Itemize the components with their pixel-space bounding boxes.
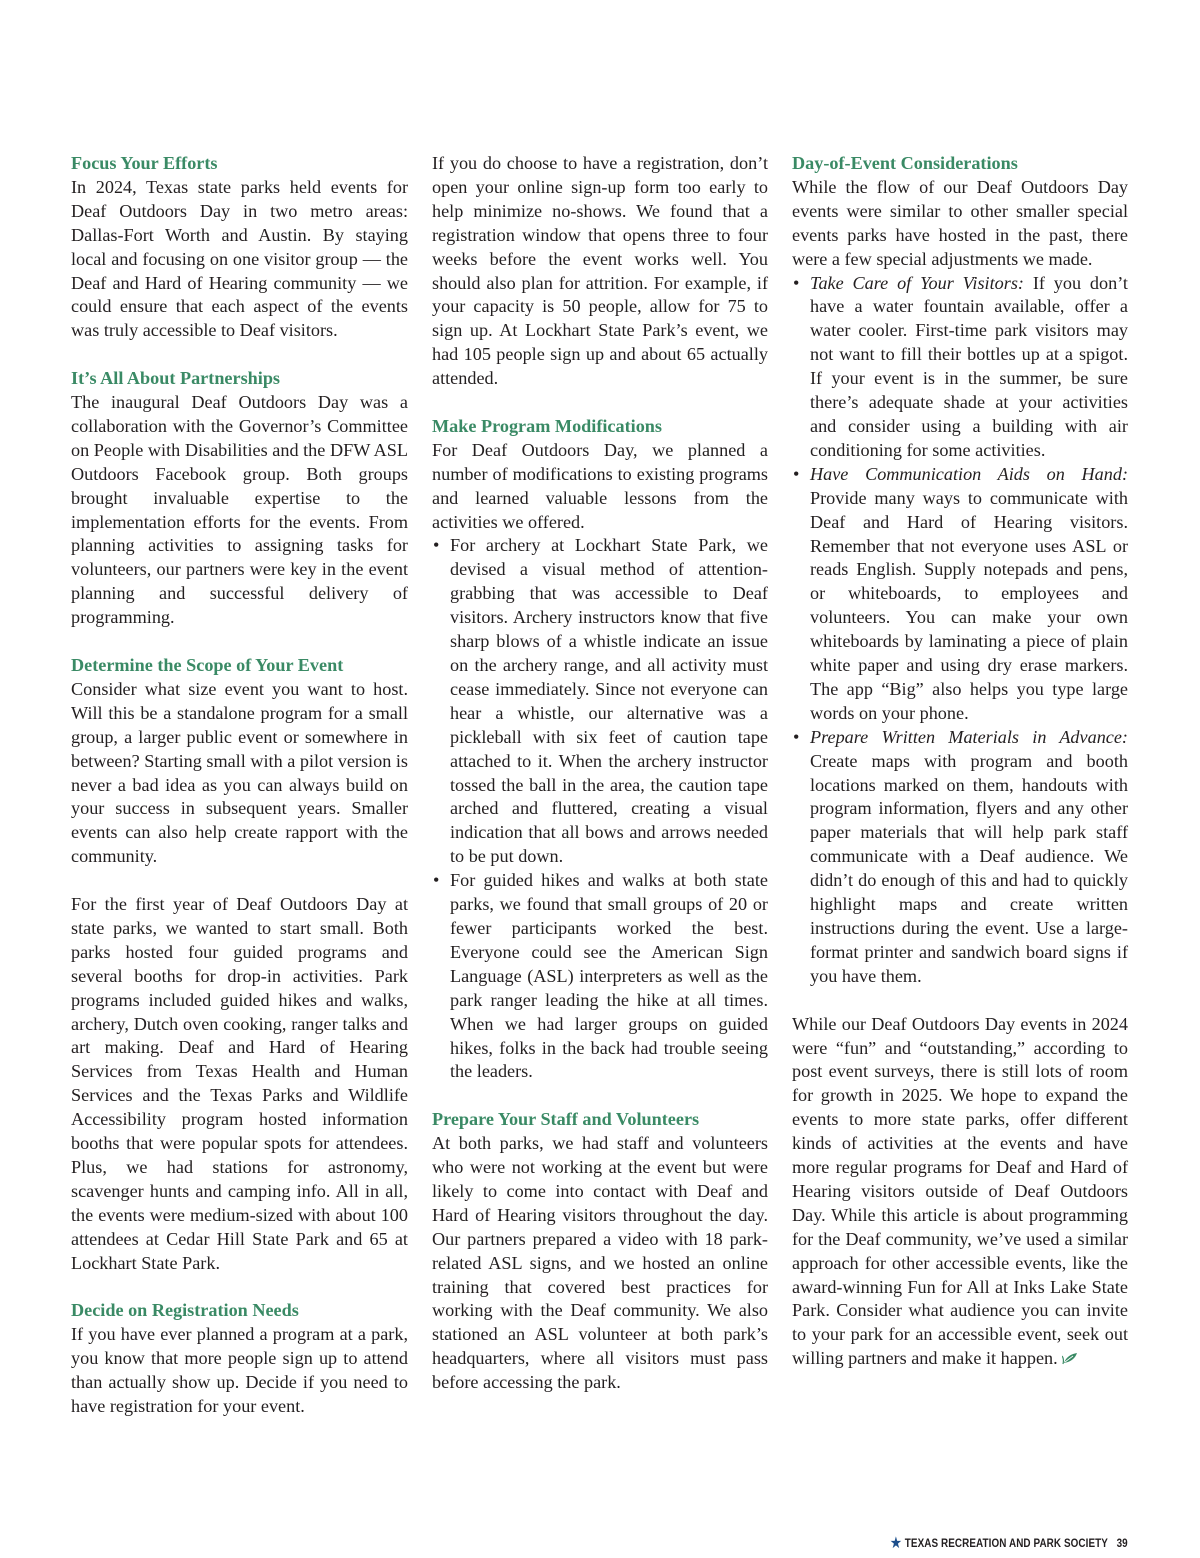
footer-org-name: TEXAS RECREATION AND PARK SOCIETY	[904, 1538, 1109, 1550]
paragraph-partnerships: The inaugural Deaf Outdoors Day was a collaboration with the Governor’s Committee on People with Disabilities and the DFW ASL Outdoors Facebook group. Both groups brought invaluable expertise to the implementation efforts for the events. From planning activities to assigning tasks for volunteers, our partners were key in the event planning and successful delivery of programming.	[71, 392, 408, 628]
list-item-text: If you don’t have a water fountain available, offer a water cooler. First-time park visitors may not want to fill their bottles up at a spigot. If your event is in the summer, be sure there’s adequate shade at your activities and consider using a building with air conditioning for some activities.	[810, 272, 1128, 460]
end-leaf-icon	[1062, 1351, 1078, 1365]
list-item-lead: Prepare Written Materials in Advance:	[810, 726, 1128, 747]
heading-modifications: Make Program Modifications	[432, 415, 662, 436]
paragraph-closing	[792, 1013, 1128, 1372]
list-item-lead: Take Care of Your Visitors:	[810, 272, 1024, 293]
modifications-list	[432, 534, 768, 1084]
page-footer	[890, 1536, 1128, 1552]
considerations-list	[792, 272, 1128, 989]
heading-day-of-event: Day-of-Event Considerations	[792, 153, 1018, 173]
star-icon: ★	[889, 1535, 903, 1552]
list-item-lead: Have Communication Aids on Hand:	[810, 463, 1128, 484]
paragraph-registration-cont: If you do choose to have a registration, don’t open your online sign-up form too early to help minimize no-shows. We found that a registration window that opens three to four weeks before the event works well. You should also plan for attrition. For example, if your capacity is 50 people, allow for 75 to sign up. At Lockhart State Park’s event, we had 105 people sign up and about 65 actually attended.	[432, 153, 768, 389]
list-item-communication	[792, 463, 1128, 726]
heading-partnerships: It’s All About Partnerships	[71, 368, 281, 389]
column-1	[71, 152, 408, 1419]
column-3	[792, 152, 1128, 1371]
heading-scope: Determine the Scope of Your Event	[71, 655, 344, 675]
paragraph-staff: At both parks, we had staff and volunteers who were not working at the event but were likely to come into contact with Deaf and Hard of Hearing visitors throughout the day. Our partners prepared a video with 18 park-related ASL signs, and we hosted an online training that covered best practices for working with the Deaf community. We also stationed an ASL volunteer at both park’s headquarters, where all visitors must pass before accessing the park.	[432, 1133, 768, 1393]
list-item-visitors	[792, 272, 1128, 463]
paragraph-modifications: For Deaf Outdoors Day, we planned a number of modifications to existing programs and learned valuable lessons from the activities we offered.	[432, 439, 768, 532]
list-item-archery: • For archery at Lockhart State Park, we devised a visual method of attention-grabbing that was accessible to Deaf visitors. Archery instructors know that five sharp blows of a whistle indicate an issue on the archery range, and all activity must cease immediately. Since not everyone can hear a whistle, our alternative was a pickleball with six feet of caution tape attached to it. When the archery instructor tossed the ball in the area, the caution tape arched and fluttered, creating a visual indication that all bows and arrows needed to be put down.	[432, 534, 768, 869]
list-item-text: Create maps with program and booth locations marked on them, handouts with program information, flyers and any other paper materials that will help park staff communicate with a Deaf audience. We didn’t do enough of this and had to quickly highlight maps and create written instructions during the event. Use a large-format printer and sandwich board signs if you have them.	[810, 750, 1128, 986]
list-item-materials	[792, 726, 1128, 989]
heading-staff: Prepare Your Staff and Volunteers	[432, 1109, 700, 1130]
list-item-text: Provide many ways to communicate with Deaf and Hard of Hearing visitors. Remember that not everyone uses ASL or reads English. Supply notepads and pens, or whiteboards, to employees and volunteers. You can make your own whiteboards by laminating a piece of plain white paper and using dry erase markers. The app “Big” also helps you type large words on your phone.	[810, 487, 1128, 723]
paragraph-day-of-event: While the flow of our Deaf Outdoors Day events were similar to other smaller special events parks have hosted in the past, there were a few special adjustments we made.	[792, 176, 1128, 269]
paragraph-focus: In 2024, Texas state parks held events for Deaf Outdoors Day in two metro areas: Dallas-Fort Worth and Austin. By staying local and focusing on one visitor group — the Deaf and Hard of Hearing community — we could ensure that each aspect of the events was truly accessible to Deaf visitors.	[71, 176, 408, 341]
heading-registration: Decide on Registration Needs	[71, 1300, 299, 1321]
column-2	[432, 152, 768, 1395]
heading-focus: Focus Your Efforts	[71, 153, 218, 173]
paragraph-scope-2: For the first year of Deaf Outdoors Day at state parks, we wanted to start small. Both parks hosted four guided programs and several booths for drop-in activities. Park programs included guided hikes and walks, archery, Dutch oven cooking, ranger talks and art making. Deaf and Hard of Hearing Services from Texas Health and Human Services and the Texas Parks and Wildlife Accessibility program hosted information booths that were popular spots for attendees. Plus, we had stations for astronomy, scavenger hunts and camping info. All in all, the events were medium-sized with about 100 attendees at Cedar Hill State Park and 65 at Lockhart State Park.	[71, 894, 408, 1273]
list-item-hikes: • For guided hikes and walks at both state parks, we found that small groups of 20 or fewer participants worked the best. Everyone could see the American Sign Language (ASL) interpreters as well as the park ranger leading the hike at all times. When we had larger groups on guided hikes, folks in the back had trouble seeing the leaders.	[432, 869, 768, 1084]
closing-text: While our Deaf Outdoors Day events in 2024 were “fun” and “outstanding,” according to post event surveys, there is still lots of room for growth in 2025. We hope to expand the events to more state parks, offer different kinds of activities at the events and have more regular programs for Deaf and Hard of Hearing visitors outside of Deaf Outdoors Day. While this article is about programming for the Deaf community, we’ve used a similar approach for other accessible events, like the award-winning Fun for All at Inks Lake State Park. Consider what audience you can invite to your park for an accessible event, seek out willing partners and make it happen.	[792, 1013, 1128, 1369]
paragraph-scope-1: Consider what size event you want to host. Will this be a standalone program for a small group, a larger public event or somewhere in between? Starting small with a pilot version is never a bad idea as you can always build on your success in subsequent years. Smaller events can also help create rapport with the community.	[71, 678, 408, 867]
paragraph-registration: If you have ever planned a program at a park, you know that more people sign up to attend than actually show up. Decide if you need to have registration for your event.	[71, 1324, 408, 1417]
page-number: 39	[1116, 1538, 1128, 1550]
